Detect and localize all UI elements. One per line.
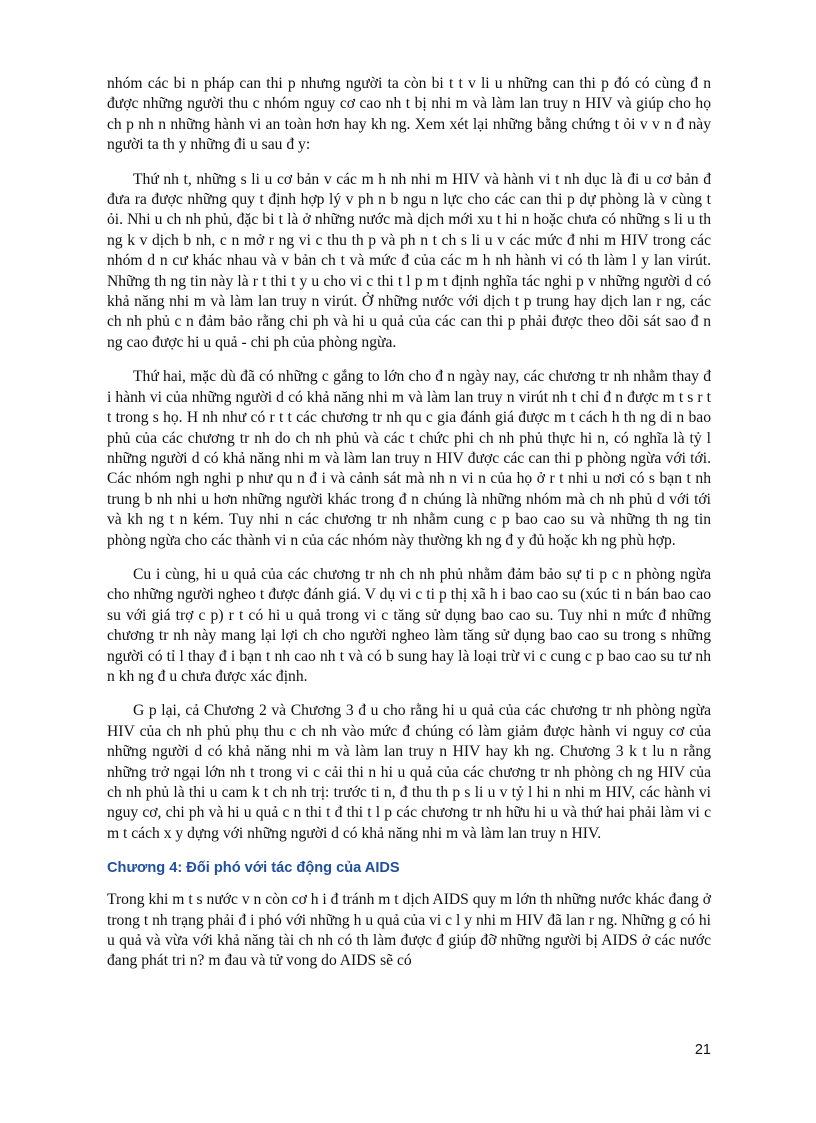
- paragraph-final-finding: Cu i cùng, hi u quả của các chương tr nh ch nh phủ nhằm đảm bảo sự ti p c n phòng ngừa cho những người ngheo t được đánh giá. V dụ vi c ti p thị xã h i bao cao su (xúc ti n bán bao cao su với giá trợ c p) r t có hi u quả trong vi c tăng sử dụng bao cao su. Tuy nhi n mức đ những chương tr nh này mang lại lợi ch cho người ngheo làm tăng sử dụng bao cao su trong s những người có tỉ l thay đ i bạn t nh cao nh t và có b sung hay là loại trừ vi c cung c p bao cao su tư nh n kh ng đ u chưa được xác định.: [107, 565, 711, 685]
- paragraph-continuation: nhóm các bi n pháp can thi p nhưng người ta còn bi t t v li u những can thi p đó có cùng đ n được những người thu c nhóm nguy cơ cao nh t bị nhi m và làm lan truy n HIV và giúp cho họ ch p nh n những hành vi an toàn hơn hay kh ng. Xem xét lại những bằng chứng t ỏi v v n đ này người ta th y những đi u sau đ y:: [107, 75, 711, 154]
- page-body: [107, 74, 711, 986]
- paragraph-second-finding: Thứ hai, mặc dù đã có những c gắng to lớn cho đ n ngày nay, các chương tr nh nhằm thay đ i hành vi của những người d có khả năng nhi m và làm lan truy n virút nh t chỉ đ n được m t s r t t trong s họ. H nh như có r t t các chương tr nh qu c gia đánh giá được m t cách h th ng di n bao phủ của các chương tr nh do ch nh phủ và các t chức phi ch nh phủ thực hi n, có nghĩa là tỷ l những người d có khả năng nhi m và làm lan truy n HIV được các can thi p phòng ngừa với tới. Các nhóm ngh nghi p như qu n đ i và cảnh sát mà nh n vi n của họ ở r t nhi u nơi có s bạn t nh trung b nh nhi u hơn những người khác trong đ n chúng là những nhóm mà ch nh phủ d với tới và kh ng t n kém. Tuy nhi n các chương tr nh nhằm cung c p bao cao su và những th ng tin phòng ngừa cho các thành vi n của các nhóm này thường kh ng đ y đủ hoặc kh ng phù hợp.: [107, 368, 711, 549]
- paragraph-chapter-intro: Trong khi m t s nước v n còn cơ h i đ tránh m t dịch AIDS quy m lớn th những nước khác đang ở trong t nh trạng phải đ i phó với những h u quả của vi c l y nhi m HIV đã lan r ng. Những g có hi u quả và vừa với khả năng tài ch nh có th làm được đ giúp đỡ những người bị AIDS ở các nước đang phát tri n? m đau và tử vong do AIDS sẽ có: [107, 891, 711, 970]
- chapter-heading: Chương 4: Đối phó với tác động của AIDS: [107, 860, 400, 877]
- paragraph-summary: G p lại, cả Chương 2 và Chương 3 đ u cho rằng hi u quả của các chương tr nh phòng ngừa HIV của ch nh phủ phụ thu c ch nh vào mức đ chúng có làm giảm được hành vi nguy cơ của những người d có khả năng nhi m và làm lan truy n HIV hay kh ng. Chương 3 k t lu n rằng những trở ngại lớn nh t trong vi c cải thi n hi u quả của các chương tr nh phòng ch ng HIV của ch nh phủ là thi u cam k t ch nh trị: trước ti n, đ thu th p s li u v tỷ l hi n nhi m HIV, các hành vi nguy cơ, chi ph và hi u quả c n thi t đ thi t l p các chương tr nh hữu hi u và thứ hai phải làm vi c m t cách x y dựng với những người d có khả năng nhi m và làm lan truy n HIV.: [107, 702, 711, 842]
- paragraph-first-finding: Thứ nh t, những s li u cơ bản v các m h nh nhi m HIV và hành vi t nh dục là đi u cơ bản đ đưa ra được những quy t định hợp lý v ph n b ngu n lực cho các can thi p dự phòng là v cùng t ỏi. Nhi u ch nh phủ, đặc bi t là ở những nước mà dịch mới xu t hi n hoặc chưa có những s li u th ng k v dịch b nh, c n mở r ng vi c thu th p và ph n t ch s li u v các mức đ nhi m HIV trong các nhóm d n cư khác nhau và v bản ch t và mức đ của các m h nh hành vi có th làm l y lan virút. Những th ng tin này là r t thi t y u cho vi c thi t l p m t định nghĩa tác nghi p v những người d có khả năng nhi m và làm lan truy n virút. Ở những nước với dịch t p trung hay dịch lan r ng, các ch nh phủ c n đảm bảo rằng chi ph và hi u quả của các can thi p phải được theo dõi sát sao đ n ng cao được hi u quả - chi ph của phòng ngừa.: [107, 170, 711, 351]
- page-number: 21: [694, 1042, 711, 1058]
